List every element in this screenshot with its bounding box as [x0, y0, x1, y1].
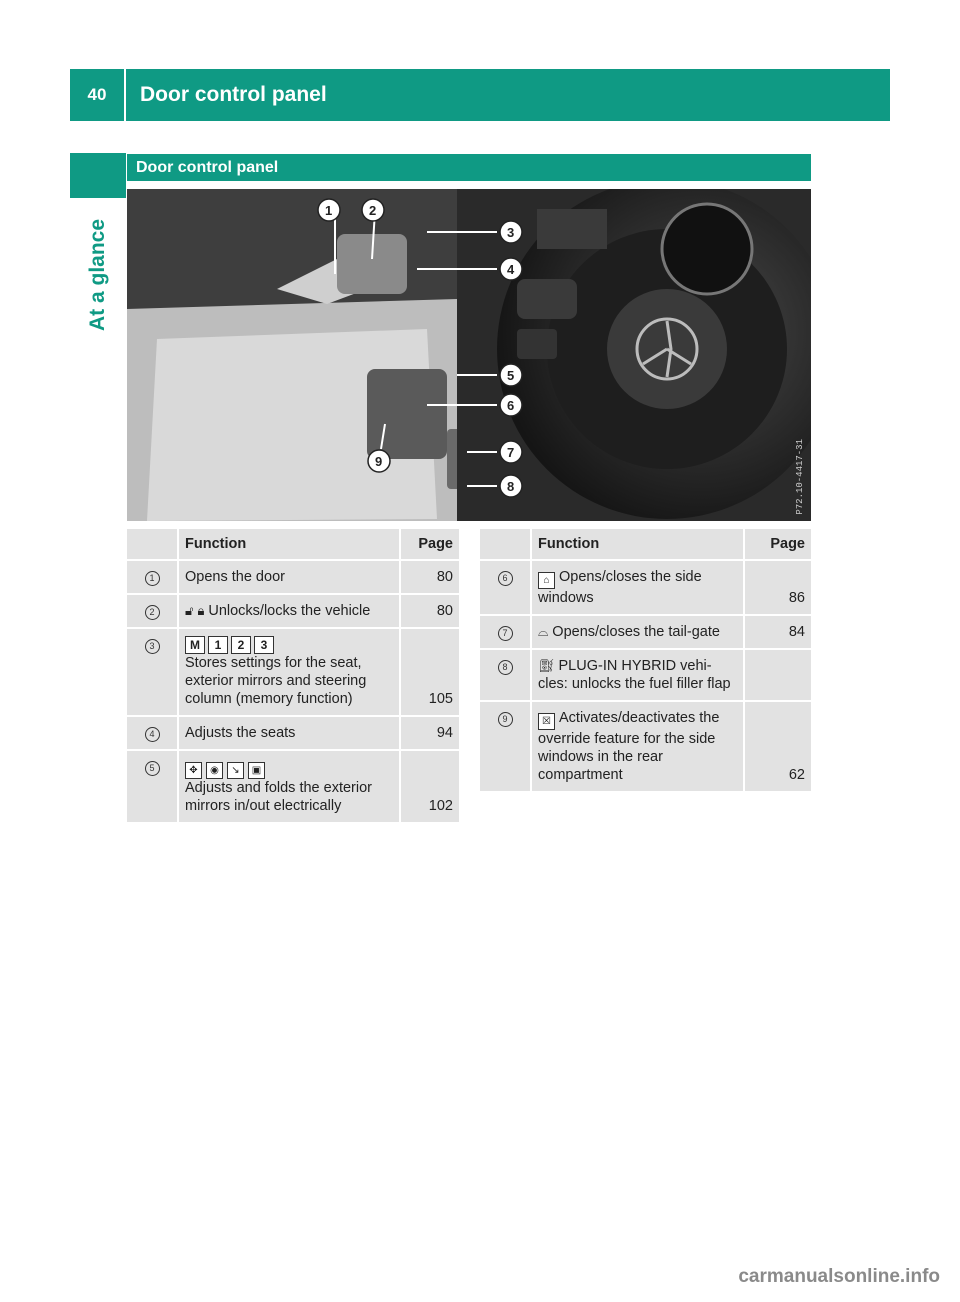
page-ref: 62 — [788, 767, 805, 783]
function-table-left — [127, 527, 459, 824]
page-ref: 86 — [788, 590, 805, 606]
unlock-icon: 🔓︎ — [185, 603, 194, 618]
page-title: Door control panel — [140, 83, 327, 106]
memory-m-key-icon: M — [185, 636, 205, 654]
lock-icon: 🔒︎ — [197, 603, 205, 618]
table-header-page: Page — [401, 529, 459, 559]
svg-text:4: 4 — [507, 262, 515, 277]
table-header-row — [480, 529, 811, 559]
memory-1-key-icon: 1 — [208, 636, 228, 654]
page-number: 40 — [70, 69, 126, 121]
page-ref: 105 — [428, 691, 453, 708]
mirror-fold-icon: ▣ — [248, 762, 265, 779]
callout-number: 2 — [145, 605, 160, 620]
table-header-num — [480, 529, 532, 559]
mirror-right-icon: ↘ — [227, 762, 244, 779]
page-ref: 80 — [436, 603, 453, 619]
function-table-right — [480, 527, 811, 793]
function-text: Adjusts and folds the exterior mirrors in/out electrically — [185, 780, 372, 815]
section-title: Door control panel — [127, 154, 811, 181]
svg-text:3: 3 — [507, 225, 515, 240]
side-tab-label: At a glance — [86, 218, 109, 332]
tailgate-icon: ⌓ — [538, 624, 549, 639]
footer-watermark: carmanualsonline.info — [738, 1266, 940, 1287]
page-header — [70, 69, 890, 121]
function-text: Unlocks/locks the vehicle — [208, 603, 371, 619]
svg-text:9: 9 — [375, 454, 383, 469]
table-header-page: Page — [745, 529, 811, 559]
table-row — [127, 561, 459, 593]
function-text: Opens/closes the tail-gate — [552, 624, 720, 640]
function-text: Activates/deactivates the override feature for the side windows in the rear compartment — [538, 710, 720, 783]
function-text: PLUG-IN HYBRID vehi-cles: unlocks the fuel filler flap — [538, 658, 731, 692]
memory-2-key-icon: 2 — [231, 636, 251, 654]
page-ref: 84 — [788, 624, 805, 640]
function-text: Stores settings for the seat, exterior mirrors and steering column (memory function) — [185, 655, 367, 708]
table-row — [127, 629, 459, 715]
table-row — [127, 717, 459, 749]
table-header-function: Function — [532, 529, 745, 559]
table-row — [480, 650, 811, 700]
page-ref: 102 — [428, 798, 453, 815]
svg-text:6: 6 — [507, 398, 515, 413]
photo-illustration — [127, 189, 811, 521]
table-row — [480, 702, 811, 791]
table-header-num — [127, 529, 179, 559]
fuel-flap-icon: ⛽︎ — [538, 658, 555, 673]
callout-number: 6 — [498, 571, 513, 586]
callout-number: 3 — [145, 639, 160, 654]
function-text: Opens the door — [185, 569, 285, 585]
svg-text:8: 8 — [507, 479, 515, 494]
page-ref: 80 — [436, 569, 453, 585]
callout-number: 1 — [145, 571, 160, 586]
table-row — [480, 616, 811, 648]
page-ref: 94 — [436, 725, 453, 742]
callout-number: 8 — [498, 660, 513, 675]
door-control-panel-photo — [127, 189, 811, 521]
svg-text:2: 2 — [369, 203, 377, 218]
callout-number: 9 — [498, 712, 513, 727]
side-window-icon: ⌂ — [538, 572, 555, 589]
function-text: Opens/closes the side windows — [538, 569, 702, 606]
memory-3-key-icon: 3 — [254, 636, 274, 654]
svg-text:5: 5 — [507, 368, 515, 383]
window-override-icon: ☒ — [538, 713, 555, 730]
table-row — [127, 595, 459, 627]
table-row — [480, 561, 811, 614]
table-header-row — [127, 529, 459, 559]
callout-number: 5 — [145, 761, 160, 776]
callout-number: 7 — [498, 626, 513, 641]
figure-code: P72.10-4417-31 — [795, 439, 805, 515]
table-header-function: Function — [179, 529, 401, 559]
svg-text:7: 7 — [507, 445, 515, 460]
mirror-adjust-icon: ✥ — [185, 762, 202, 779]
function-text: Adjusts the seats — [185, 725, 296, 742]
side-tab-block — [70, 153, 126, 198]
callout-number: 4 — [145, 727, 160, 742]
svg-text:1: 1 — [325, 203, 333, 218]
table-row — [127, 751, 459, 822]
mirror-left-icon: ◉ — [206, 762, 223, 779]
